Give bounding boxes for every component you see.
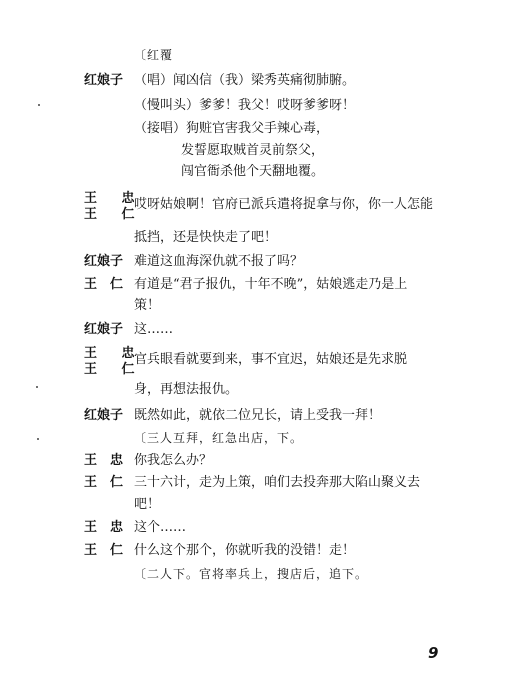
stage-direction: 〔三人互拜，红急出店，下。 <box>134 431 304 445</box>
scan-speck <box>36 386 38 388</box>
verse-line: 闯官衙杀他个天翻地覆。 <box>181 164 325 179</box>
verse-line: 发誓愿取贼首灵前祭父， <box>181 143 325 158</box>
dialogue-line: 什么这个那个，你就听我的没错！走！ <box>134 543 356 558</box>
dialogue-line: 身，再想法报仇。 <box>134 382 239 397</box>
dialogue-line: 既然如此，就依二位兄长，请上受我一拜！ <box>134 408 382 423</box>
dialogue-line: 吧！ <box>134 497 161 512</box>
dialogue-line: 这…… <box>134 322 174 337</box>
dialogue-line: （唱）闻凶信（我）梁秀英痛彻肺腑。 <box>134 73 356 88</box>
scan-speck <box>38 104 40 106</box>
dialogue-line: 哎呀姑娘啊！官府已派兵遣将捉拿与你，你一人怎能 <box>134 197 434 212</box>
speaker-hong-niangzi: 红娘子 <box>84 254 124 269</box>
speaker-hong-niangzi: 红娘子 <box>84 322 124 337</box>
dialogue-line: 你我怎么办？ <box>134 453 213 468</box>
speaker-wang-zhong: 王 忠 <box>84 453 124 468</box>
speaker-wang-zhong-wang-ren: 王 忠 王 仁 <box>84 346 145 377</box>
speaker-hong-niangzi: 红娘子 <box>84 73 124 88</box>
speaker-wang-ren: 王 仁 <box>84 277 124 292</box>
dialogue-line: 难道这血海深仇就不报了吗？ <box>134 254 304 269</box>
dialogue-line: （接唱）狗赃官害我父手辣心毒， <box>134 121 330 136</box>
stage-direction: 〔红覆 <box>134 48 174 62</box>
dialogue-line: 抵挡，还是快快走了吧！ <box>134 230 278 245</box>
speaker-wang-ren: 王 仁 <box>84 475 124 490</box>
page-number: 9 <box>428 644 439 662</box>
dialogue-line: 策！ <box>134 298 161 313</box>
speaker-hong-niangzi: 红娘子 <box>84 408 124 423</box>
speaker-wang-zhong: 王 忠 <box>84 520 124 535</box>
dialogue-line: 三十六计，走为上策，咱们去投奔那大陷山聚义去 <box>134 475 421 490</box>
speaker-wang-zhong-wang-ren: 王 忠 王 仁 <box>84 191 145 222</box>
dialogue-line: （慢叫头）爹爹！我父！哎呀爹爹呀！ <box>134 98 356 113</box>
scan-speck <box>37 438 39 440</box>
speaker-wang-ren: 王 仁 <box>84 543 124 558</box>
dialogue-line: 这个…… <box>134 520 187 535</box>
dialogue-line: 有道是“君子报仇，十年不晚”，姑娘逃走乃是上 <box>134 277 408 292</box>
stage-direction: 〔二人下。官将率兵上，搜店后，追下。 <box>134 567 369 581</box>
dialogue-line: 官兵眼看就要到来，事不宜迟，姑娘还是先求脱 <box>134 352 408 367</box>
